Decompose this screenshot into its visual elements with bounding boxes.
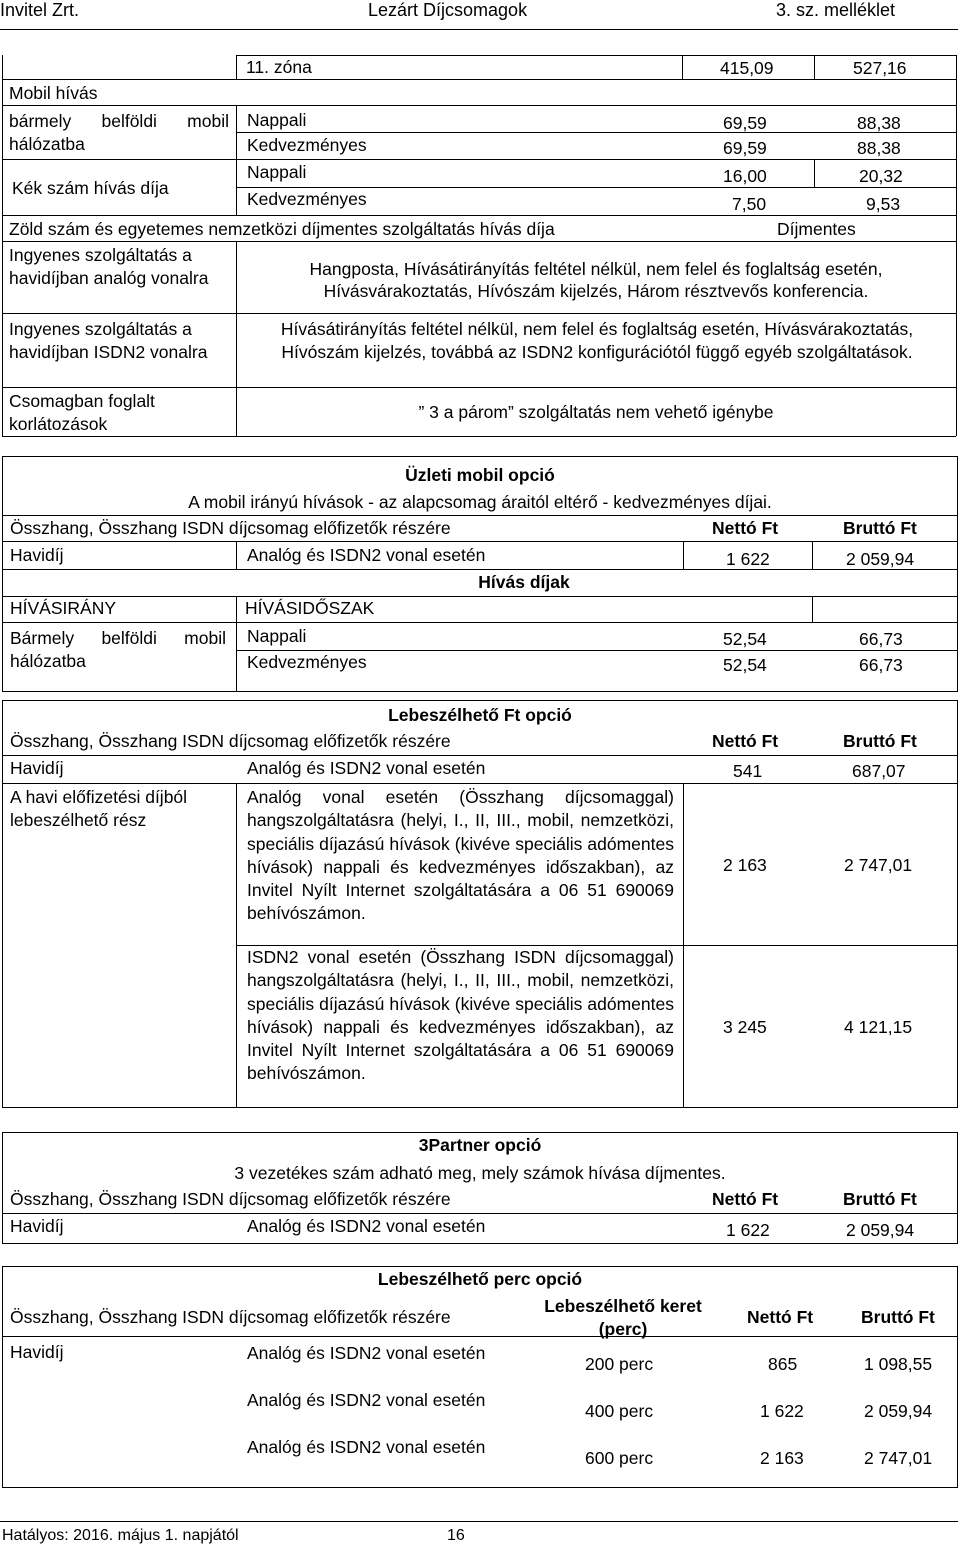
- restrict-text: ” 3 a párom” szolgáltatás nem vehető igénybe: [418, 402, 774, 422]
- business-line: Analóg és ISDN2 vonal esetén: [247, 545, 486, 565]
- footer-rule: [0, 1521, 958, 1522]
- blue-disc-gross: 9,53: [866, 194, 901, 214]
- lft-fee-net: 541: [733, 761, 763, 781]
- header-rule: [0, 29, 958, 30]
- blue-day-net: 16,00: [723, 166, 767, 186]
- lft-isdn-text: ISDN2 vonal esetén (Összhang ISDN díjcsomaggal) hangszolgáltatásra (helyi, I., II, III., mobil, nemzetközi, speciális díjazású hívások (kivéve speciális adómentes hívások) nappali és kedvezményes időszakban), az Invitel Nyílt Internet szolgáltatására a 06 51 690069 behívószámon.: [247, 947, 674, 1084]
- lp-row-net: 2 163: [760, 1448, 804, 1468]
- lp-row-net: 865: [768, 1354, 798, 1374]
- free-analog-text-2: Hívásvárakoztatás, Hívószám kijelzés, Három résztvevős konferencia.: [323, 281, 869, 301]
- free-analog-label: Ingyenes szolgáltatás a havidíjban analóg vonalra: [9, 245, 209, 288]
- business-fee-net: 1 622: [726, 549, 770, 569]
- lp-frame-header: Lebeszélhető keret (perc): [544, 1296, 702, 1339]
- business-disc-gross: 66,73: [859, 655, 903, 675]
- business-fee-gross: 2 059,94: [846, 549, 915, 569]
- header-bar: [0, 0, 960, 24]
- lft-usable-label: A havi előfizetési díjból lebeszélhető rész: [10, 787, 188, 830]
- partner-fee: Havidíj: [10, 1216, 64, 1236]
- mobile-day: Nappali: [247, 110, 307, 130]
- zone-label: 11. zóna: [246, 57, 312, 77]
- lp-net-header: Nettó Ft: [747, 1307, 814, 1327]
- lft-title: Lebeszélhető Ft opció: [388, 705, 572, 725]
- lft-gross-header: Bruttó Ft: [843, 731, 917, 751]
- partner-gross-header: Bruttó Ft: [843, 1189, 917, 1209]
- lft-line: Analóg és ISDN2 vonal esetén: [247, 758, 486, 778]
- lft-isdn-net: 3 245: [723, 1017, 767, 1037]
- business-day: Nappali: [247, 626, 307, 646]
- lp-row-gross: 2 747,01: [864, 1448, 933, 1468]
- lp-row-line: Analóg és ISDN2 vonal esetén: [247, 1343, 486, 1363]
- business-net-header: Nettó Ft: [712, 518, 779, 538]
- restrict-label: Csomagban foglalt korlátozások: [9, 391, 155, 434]
- partner-title: 3Partner opció: [418, 1135, 542, 1155]
- free-isdn-text: Hívásátirányítás feltétel nélkül, nem felel és foglaltság esetén, Hívásvárakoztatás, Hívószám kijelzés, továbbá az ISDN2 konfigurációtól függő egyéb szolgáltatások.: [280, 319, 914, 362]
- lft-subscribers: Összhang, Összhang ISDN díjcsomag előfizetők részére: [10, 731, 451, 751]
- green-call-label: Zöld szám és egyetemes nemzetközi díjmentes szolgáltatás hívás díja: [9, 219, 555, 239]
- mobile-call-label: Mobil hívás: [9, 83, 98, 103]
- header-company: Invitel Zrt.: [0, 0, 80, 20]
- business-day-gross: 66,73: [859, 629, 903, 649]
- lp-fee: Havidíj: [10, 1342, 64, 1362]
- free-isdn-label: Ingyenes szolgáltatás a havidíjban ISDN2 vonalra: [9, 319, 208, 362]
- footer-effective: Hatályos: 2016. május 1. napjától: [2, 1527, 239, 1544]
- lft-isdn-gross: 4 121,15: [844, 1017, 913, 1037]
- lp-row-minutes: 400 perc: [585, 1401, 654, 1421]
- business-subtitle: A mobil irányú hívások - az alapcsomag áraitól eltérő - kedvezményes díjai.: [188, 492, 772, 512]
- partner-subtitle: 3 vezetékes szám adható meg, mely számok hívása díjmentes.: [234, 1163, 726, 1183]
- partner-subscribers: Összhang, Összhang ISDN díjcsomag előfizetők részére: [10, 1189, 451, 1209]
- call-fees-header: Hívás díjak: [478, 572, 570, 592]
- business-title: Üzleti mobil opció: [405, 465, 555, 485]
- business-day-net: 52,54: [723, 629, 767, 649]
- period-header: HÍVÁSIDŐSZAK: [245, 598, 375, 618]
- free-label: Díjmentes: [777, 219, 856, 239]
- mobile-day-net: 69,59: [723, 113, 767, 133]
- business-subscribers: Összhang, Összhang ISDN díjcsomag előfizetők részére: [10, 518, 451, 538]
- partner-net-header: Nettó Ft: [712, 1189, 779, 1209]
- lp-row-minutes: 600 perc: [585, 1448, 654, 1468]
- lp-title: Lebeszélhető perc opció: [377, 1269, 583, 1289]
- header-annex: 3. sz. melléklet: [776, 0, 896, 20]
- footer-page-number: 16: [447, 1527, 465, 1544]
- lp-row-gross: 1 098,55: [864, 1354, 933, 1374]
- partner-fee-gross: 2 059,94: [846, 1220, 915, 1240]
- mobile-disc-net: 69,59: [723, 138, 767, 158]
- mobile-any-label: bármely belföldi mobil hálózatba: [9, 111, 229, 155]
- business-disc: Kedvezményes: [247, 652, 367, 672]
- lp-row-minutes: 200 perc: [585, 1354, 654, 1374]
- lp-row-line: Analóg és ISDN2 vonal esetén: [247, 1437, 486, 1457]
- partner-line: Analóg és ISDN2 vonal esetén: [247, 1216, 486, 1236]
- free-analog-text-1: Hangposta, Hívásátirányítás feltétel nélkül, nem felel és foglaltság esetén,: [309, 259, 883, 279]
- business-fee: Havidíj: [10, 545, 64, 565]
- partner-fee-net: 1 622: [726, 1220, 770, 1240]
- lft-fee: Havidíj: [10, 758, 64, 778]
- lft-net-header: Nettó Ft: [712, 731, 779, 751]
- lp-subscribers: Összhang, Összhang ISDN díjcsomag előfizetők részére: [10, 1307, 451, 1327]
- blue-disc: Kedvezményes: [247, 189, 367, 209]
- blue-day-gross: 20,32: [859, 166, 903, 186]
- mobile-disc-gross: 88,38: [857, 138, 901, 158]
- zone-net: 415,09: [720, 58, 774, 78]
- zone-gross: 527,16: [853, 58, 907, 78]
- lft-fee-gross: 687,07: [852, 761, 906, 781]
- blue-day: Nappali: [247, 162, 307, 182]
- lp-row-net: 1 622: [760, 1401, 804, 1421]
- business-disc-net: 52,54: [723, 655, 767, 675]
- direction-header: HÍVÁSIRÁNY: [10, 598, 116, 618]
- mobile-day-gross: 88,38: [857, 113, 901, 133]
- any-mobile-label: Bármely belföldi mobil hálózatba: [10, 628, 226, 672]
- mobile-disc: Kedvezményes: [247, 135, 367, 155]
- blue-disc-net: 7,50: [732, 194, 767, 214]
- lft-analog-net: 2 163: [723, 855, 767, 875]
- lp-row-line: Analóg és ISDN2 vonal esetén: [247, 1390, 486, 1410]
- header-title: Lezárt Díjcsomagok: [368, 0, 528, 20]
- lp-gross-header: Bruttó Ft: [861, 1307, 935, 1327]
- lp-row-gross: 2 059,94: [864, 1401, 933, 1421]
- lft-analog-gross: 2 747,01: [844, 855, 913, 875]
- lft-analog-text: Analóg vonal esetén (Összhang díjcsomaggal) hangszolgáltatásra (helyi, I., II, III., mobil, nemzetközi, speciális díjazású hívások (kivéve speciális adómentes hívások) nappali és kedvezményes időszakban), az Invitel Nyílt Internet szolgáltatására a 06 51 690069 behívószámon.: [247, 787, 674, 924]
- business-gross-header: Bruttó Ft: [843, 518, 917, 538]
- blue-call-label: Kék szám hívás díja: [12, 178, 169, 198]
